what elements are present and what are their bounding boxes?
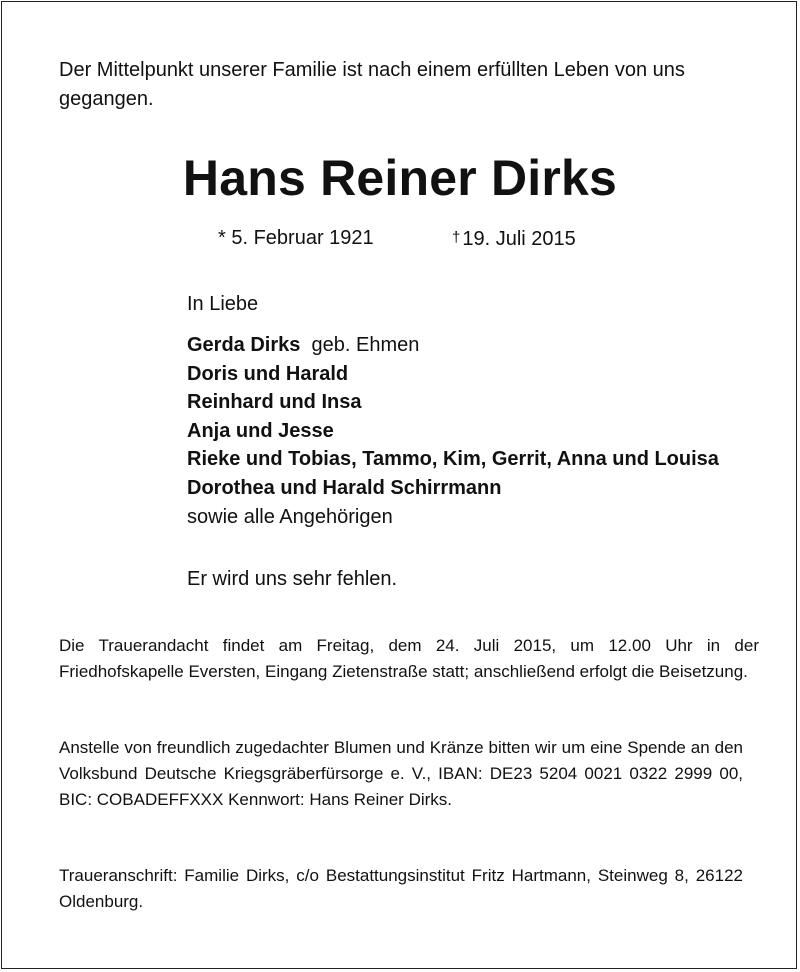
mourner-row: Doris und Harald xyxy=(187,362,349,385)
mourner-row-widow xyxy=(187,331,719,360)
relatives-line: sowie alle Angehörigen xyxy=(187,505,393,528)
death-date: 19. Juli 2015 xyxy=(462,228,576,250)
widow-name: Gerda Dirks xyxy=(187,334,301,356)
mourner-row: Anja und Jesse xyxy=(187,419,334,442)
mourner-row: Dorothea und Harald Schirrmann xyxy=(187,476,502,499)
mourner-row: Rieke und Tobias, Tammo, Kim, Gerrit, Anna und Louisa xyxy=(187,448,719,471)
cross-icon: † xyxy=(452,229,461,246)
mourners-list xyxy=(187,331,719,531)
deceased-name: Hans Reiner Dirks xyxy=(182,150,618,206)
death-date-line xyxy=(452,224,576,253)
donation-paragraph: Anstelle von freundlich zugedachter Blumen und Kränze bitten wir um eine Spende an den Volksbund Deutsche Kriegsgräberfürsorge e. V., IBAN: DE23 5204 0021 0322 2999 00, BIC: COBADEFFXXX Kennwort: Hans Reiner Dirks. xyxy=(59,738,743,809)
in-love-heading: In Liebe xyxy=(187,293,259,315)
birth-date: * 5. Februar 1921 xyxy=(218,227,374,249)
widow-maiden-name: geb. Ehmen xyxy=(311,334,420,356)
address-paragraph: Traueranschrift: Familie Dirks, c/o Bestattungsinstitut Fritz Hartmann, Steinweg 8, 26122 Oldenburg. xyxy=(59,866,743,911)
farewell-line: Er wird uns sehr fehlen. xyxy=(187,568,398,590)
mourner-row: Reinhard und Insa xyxy=(187,391,362,414)
intro-text: Der Mittelpunkt unserer Familie ist nach einem erfüllten Leben von uns gegangen. xyxy=(59,59,685,110)
service-paragraph: Die Trauerandacht findet am Freitag, dem 24. Juli 2015, um 12.00 Uhr in der Friedhofskapelle Eversten, Eingang Zietenstraße statt; anschließend erfolgt die Beisetzung. xyxy=(59,636,759,681)
